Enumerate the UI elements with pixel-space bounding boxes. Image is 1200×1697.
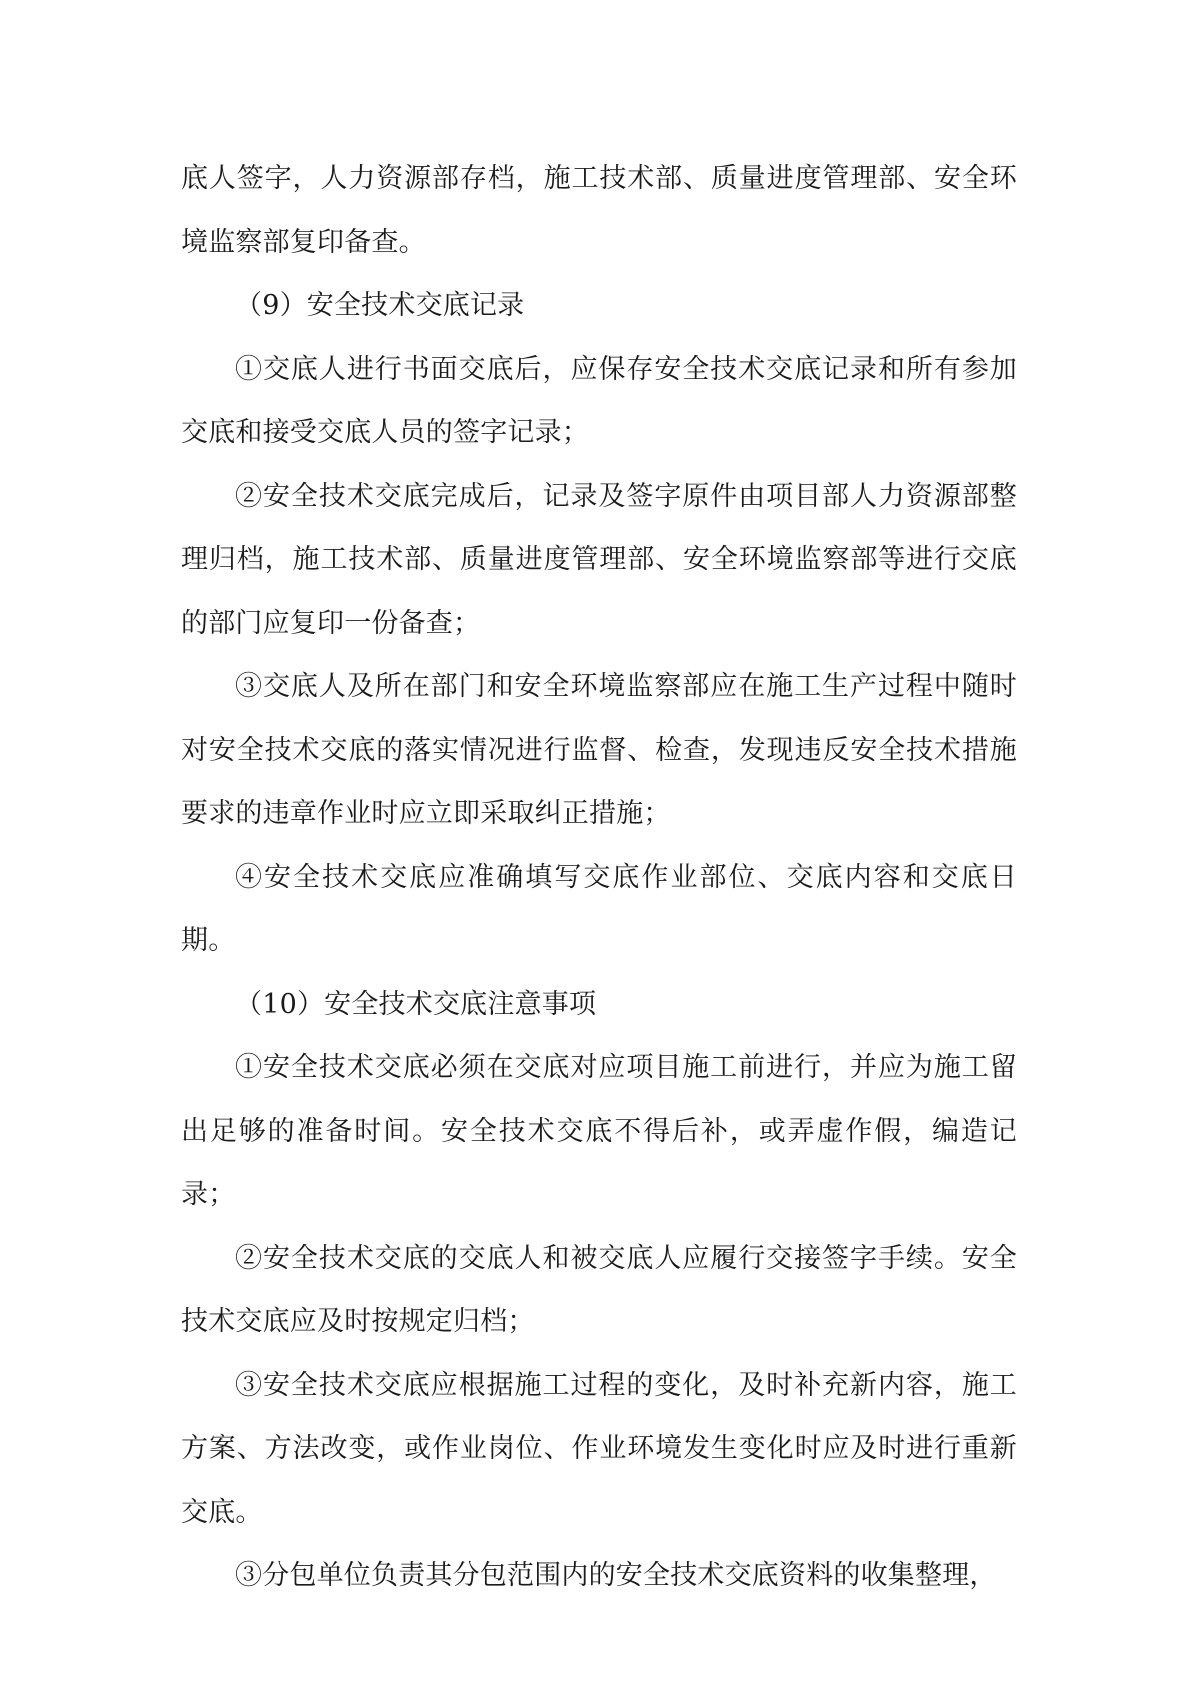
paragraph-continuation: 底人签字，人力资源部存档，施工技术部、质量进度管理部、安全环境监察部复印备查。	[181, 163, 1017, 258]
paragraph-item: ②安全技术交底完成后，记录及签字原件由项目部人力资源部整理归档，施工技术部、质量进度管理部、安全环境监察部等进行交底的部门应复印一份备查；	[181, 480, 1017, 639]
section-heading-10: （10）安全技术交底注意事项	[235, 988, 597, 1020]
paragraph-item: ③分包单位负责其分包范围内的安全技术交底资料的收集整理，	[235, 1560, 997, 1591]
section-heading-9: （9）安全技术交底记录	[235, 290, 525, 321]
paragraph-item: ③交底人及所在部门和安全环境监察部应在施工生产过程中随时对安全技术交底的落实情况进行监督、检查，发现违反安全技术措施要求的违章作业时应立即采取纠正措施；	[181, 671, 1017, 829]
paragraph-item: ④安全技术交底应准确填写交底作业部位、交底内容和交底日期。	[181, 861, 1017, 956]
paragraph-item: ③安全技术交底应根据施工过程的变化，及时补充新内容，施工方案、方法改变，或作业岗位、作业环境发生变化时应及时进行重新交底。	[181, 1369, 1017, 1528]
paragraph-item: ②安全技术交底的交底人和被交底人应履行交接签字手续。安全技术交底应及时按规定归档；	[181, 1242, 1017, 1337]
paragraph-item: ①安全技术交底必须在交底对应项目施工前进行，并应为施工留出足够的准备时间。安全技术交底不得后补，或弄虚作假，编造记录；	[181, 1052, 1017, 1210]
paragraph-item: ①交底人进行书面交底后，应保存安全技术交底记录和所有参加交底和接受交底人员的签字记录；	[181, 353, 1017, 448]
document-body	[181, 147, 1017, 1608]
